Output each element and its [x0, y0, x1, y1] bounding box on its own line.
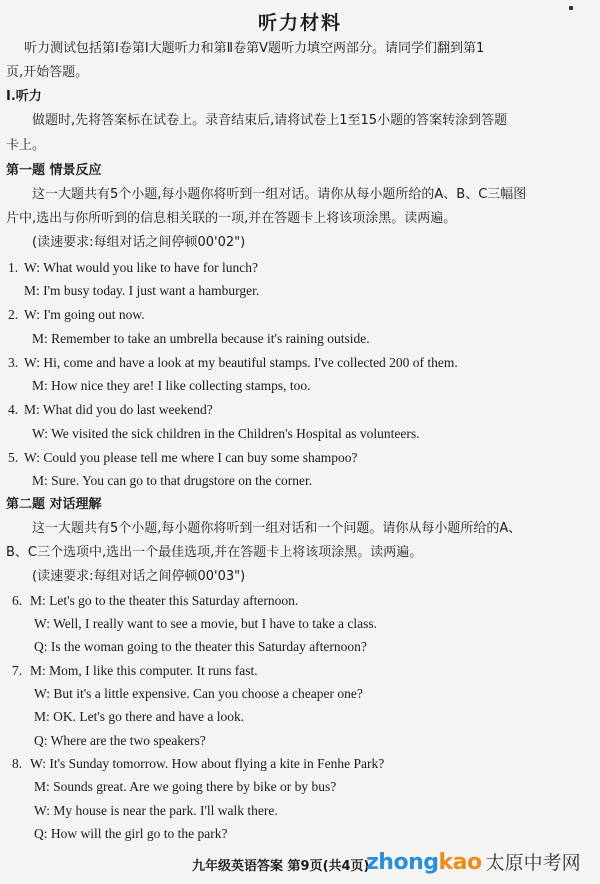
watermark-site-name: 太原中考网 [485, 852, 581, 874]
dialogue-number: 8. [12, 756, 23, 771]
part2-instr-1: 这一大题共有5个小题,每小题你将听到一组对话和一个问题。请你从每小题所给的A、 [32, 521, 522, 536]
part1-instr-1: 这一大题共有5个小题,每小题你将听到一组对话。请你从每小题所给的A、B、C三幅图 [32, 187, 527, 202]
watermark-logo: zhongkao [366, 850, 482, 875]
dialogue-line: M: Sure. You can go to that drugstore on the corner. [32, 473, 313, 488]
dialogue-line: W: Well, I really want to see a movie, but I have to take a class. [34, 616, 378, 631]
part2-note: (读速要求:每组对话之间停顿00'03") [32, 569, 246, 584]
dialogue-line: Q: Where are the two speakers? [34, 733, 206, 748]
part2-heading: 第二题 对话理解 [6, 497, 102, 512]
dialogue-line: M: Mom, I like this computer. It runs fast. [30, 663, 258, 678]
dialogue-line: M: Sounds great. Are we going there by bike or by bus? [34, 779, 337, 794]
dialogue-line: W: What would you like to have for lunch? [24, 260, 258, 275]
dialogue-line: W: Could you please tell me where I can buy some shampoo? [24, 450, 358, 465]
part1-note: (读速要求:每组对话之间停顿00'02") [32, 235, 246, 250]
dialogue-number: 3. [8, 355, 19, 370]
site-watermark [366, 848, 600, 878]
dialogue-line: Q: How will the girl go to the park? [34, 826, 228, 841]
section1-heading: Ⅰ.听力 [6, 89, 42, 104]
dialogue-line: W: We visited the sick children in the Children's Hospital as volunteers. [32, 426, 420, 441]
dialogue-line: M: OK. Let's go there and have a look. [34, 709, 245, 724]
dialogue-line: M: How nice they are! I like collecting stamps, too. [32, 378, 311, 393]
section1-instr-2: 卡上。 [6, 138, 46, 153]
dialogue-line: W: I'm going out now. [24, 307, 145, 322]
dialogue-line: W: Hi, come and have a look at my beautiful stamps. I've collected 200 of them. [24, 355, 458, 370]
intro-line-1: 听力测试包括第Ⅰ卷第Ⅰ大题听力和第Ⅱ卷第Ⅴ题听力填空两部分。请同学们翻到第1 [24, 41, 485, 56]
part1-instr-2: 片中,选出与你所听到的信息相关联的一项,并在答题卡上将该项涂黑。读两遍。 [6, 211, 457, 226]
dialogue-number: 1. [8, 260, 19, 275]
dialogue-line: M: Let's go to the theater this Saturday afternoon. [30, 593, 299, 608]
dialogue-number: 6. [12, 593, 23, 608]
dialogue-line: W: It's Sunday tomorrow. How about flying a kite in Fenhe Park? [30, 756, 385, 771]
dialogue-number: 5. [8, 450, 19, 465]
dialogue-number: 2. [8, 307, 19, 322]
dialogue-line: Q: Is the woman going to the theater this Saturday afternoon? [34, 639, 367, 654]
dialogue-line: M: Remember to take an umbrella because it's raining outside. [32, 331, 370, 346]
section1-instr-1: 做题时,先将答案标在试卷上。录音结束后,请将试卷上1至15小题的答案转涂到答题 [32, 113, 508, 128]
dialogue-number: 7. [12, 663, 23, 678]
dialogue-line: M: What did you do last weekend? [24, 402, 213, 417]
dialogue-line: M: I'm busy today. I just want a hamburger. [24, 283, 260, 298]
dialogue-line: W: My house is near the park. I'll walk there. [34, 803, 278, 818]
page-footer: 九年级英语答案 第9页(共4页) [192, 859, 370, 874]
page-title: 听力材料 [257, 12, 342, 34]
dialogue-number: 4. [8, 402, 19, 417]
intro-line-2: 页,开始答题。 [6, 65, 89, 80]
part2-instr-2: B、C三个选项中,选出一个最佳选项,并在答题卡上将该项涂黑。读两遍。 [6, 545, 423, 560]
dialogue-line: W: But it's a little expensive. Can you choose a cheaper one? [34, 686, 363, 701]
part1-heading: 第一题 情景反应 [6, 163, 102, 178]
